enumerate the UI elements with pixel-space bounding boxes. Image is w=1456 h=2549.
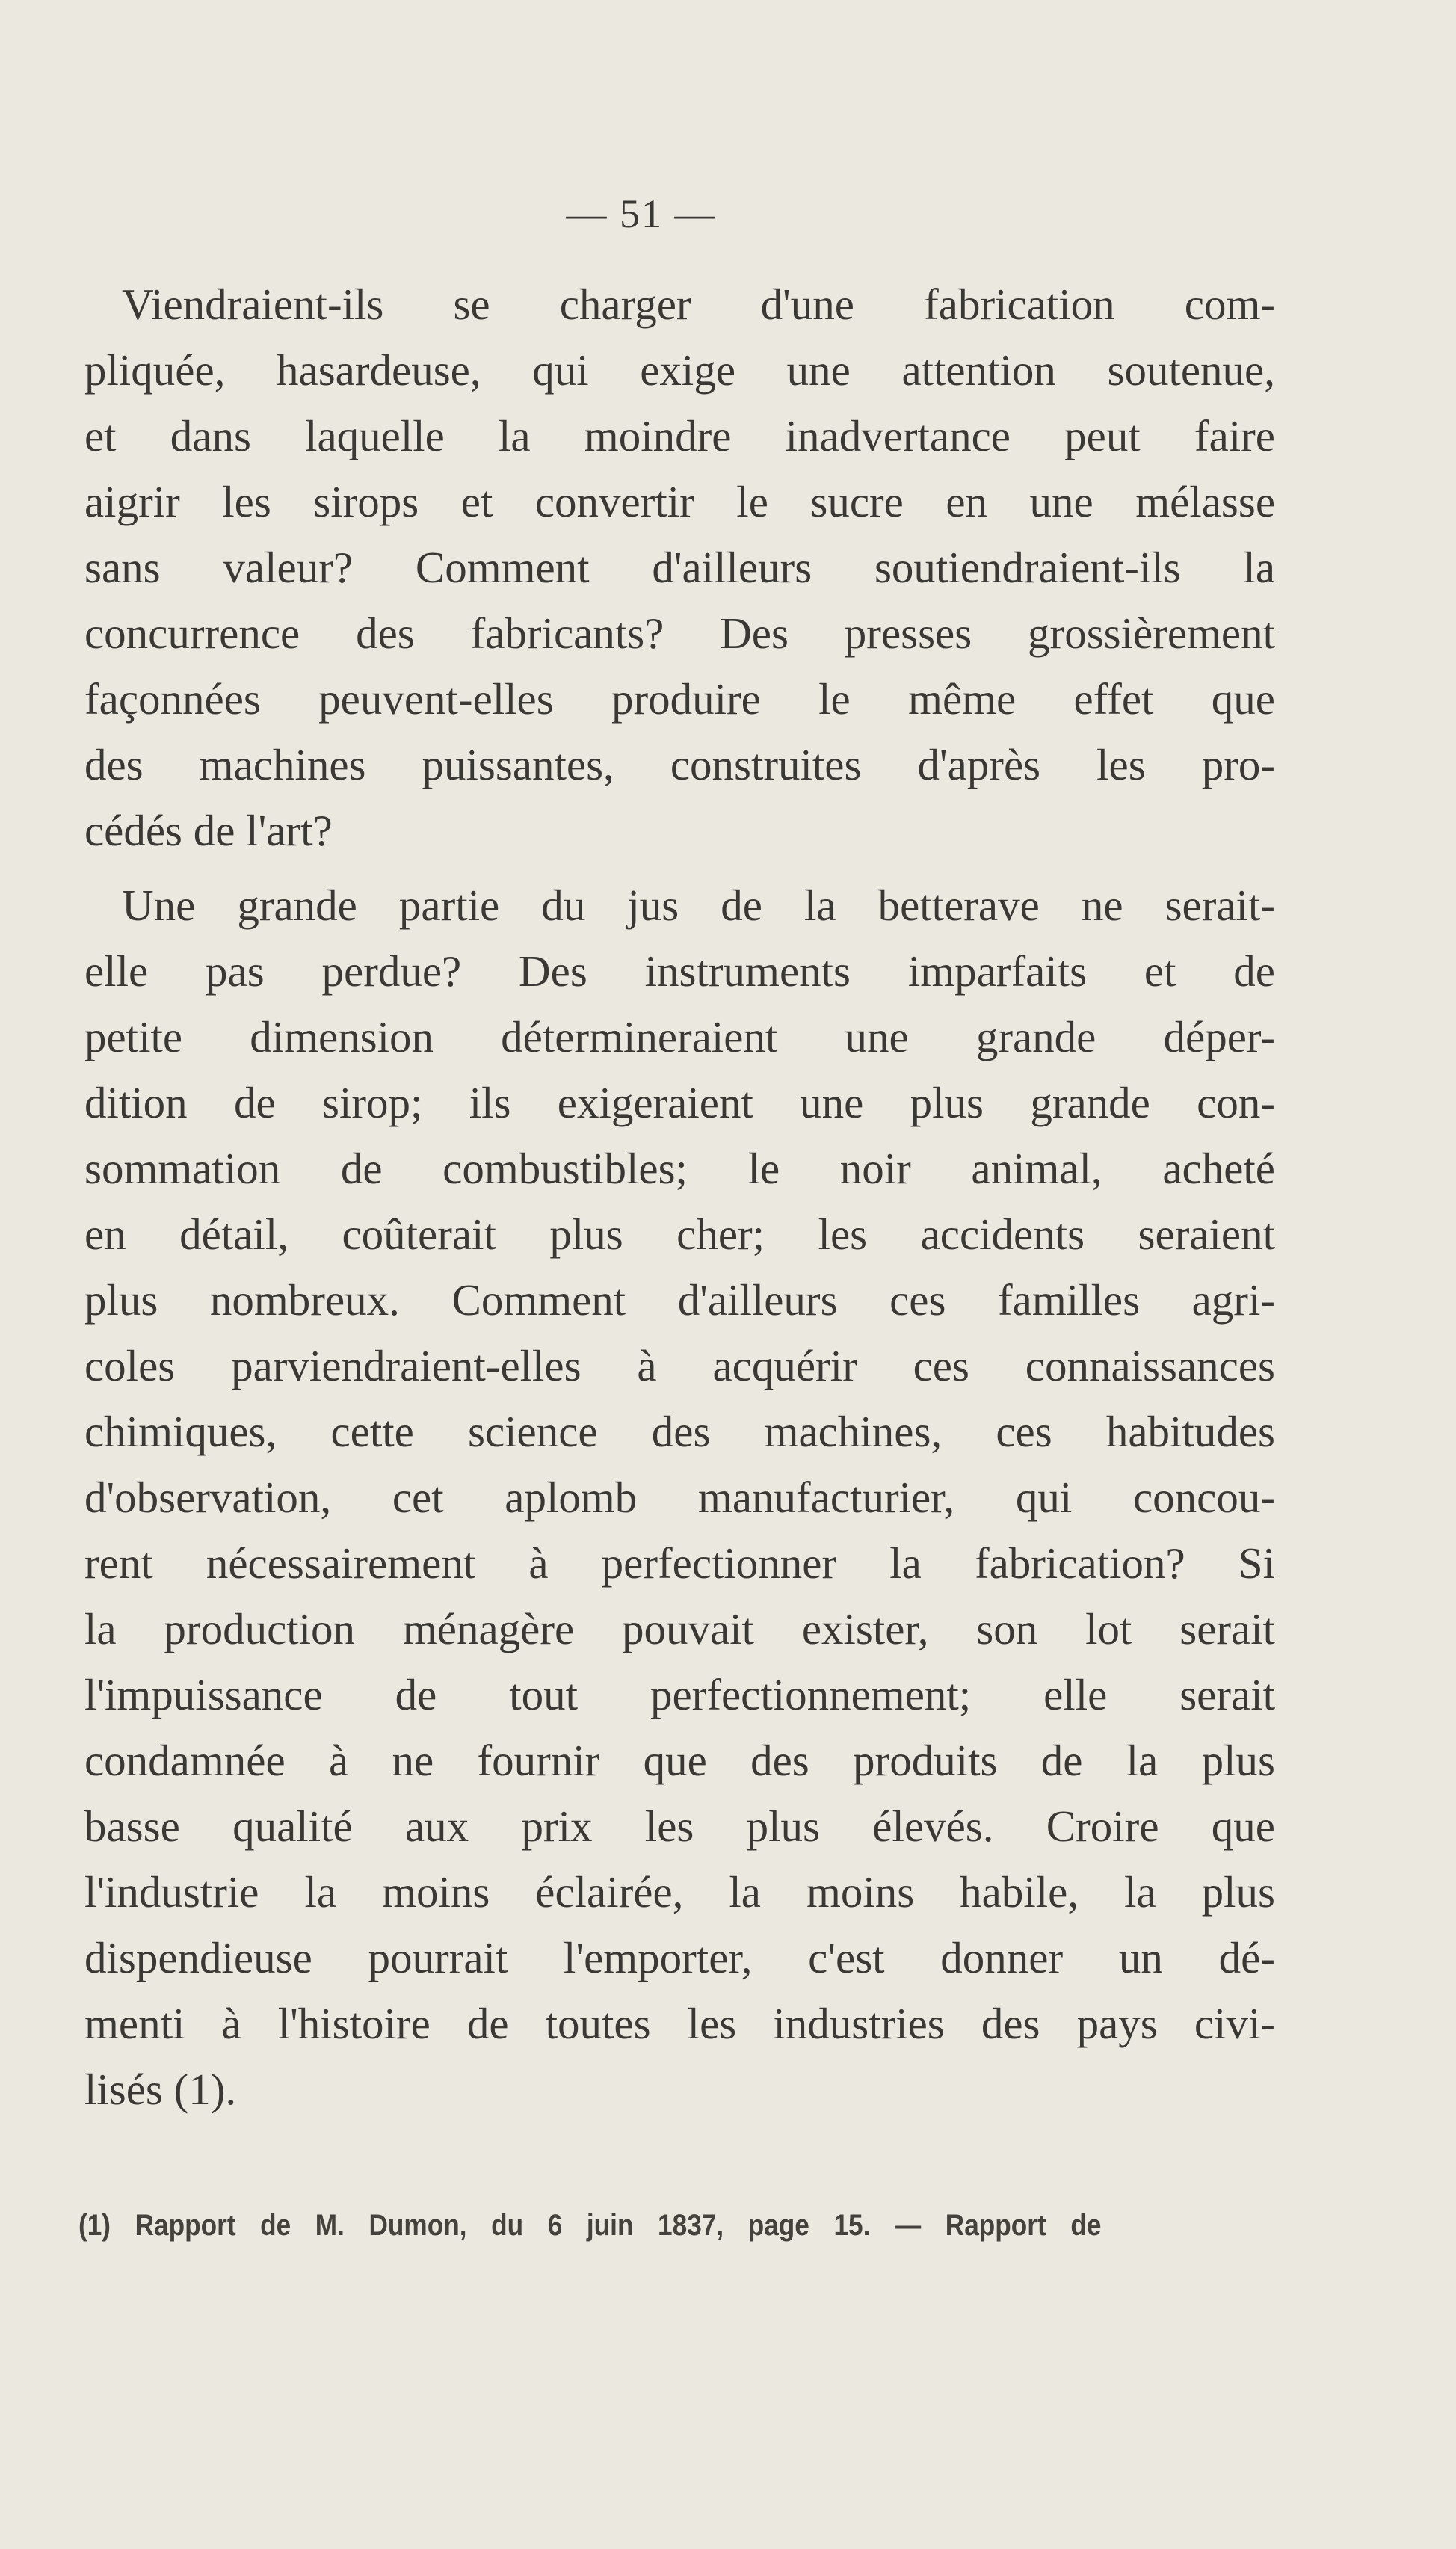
text-line: Viendraient-ils se charger d'une fabrication com- [122,280,1275,329]
text-line: concurrence des fabricants? Des presses grossièrement [84,608,1275,658]
text-line: sans valeur? Comment d'ailleurs soutiendraient-ils la [84,543,1275,592]
text-line: basse qualité aux prix les plus élevés. Croire que [84,1801,1275,1851]
text-line: sommation de combustibles; le noir animal, acheté [84,1144,1275,1193]
text-line: chimiques, cette science des machines, ces habitudes [84,1407,1275,1456]
text-line: dition de sirop; ils exigeraient une plus grande con- [84,1078,1275,1127]
page-number: — 51 — [566,191,717,236]
text-line: la production ménagère pouvait exister, son lot serait [84,1604,1275,1653]
text-line: elle pas perdue? Des instruments imparfaits et de [84,946,1275,996]
text-line: Une grande partie du jus de la betterave ne serait- [122,881,1275,930]
text-line: petite dimension détermineraient une grande déper- [84,1012,1275,1061]
text-line: coles parviendraient-elles à acquérir ces connaissances [84,1341,1275,1390]
text-line: lisés (1). [84,2065,237,2114]
text-line: l'industrie la moins éclairée, la moins habile, la plus [84,1867,1275,1917]
text-line: cédés de l'art? [84,806,333,855]
paragraph-2 [84,872,1275,2122]
paragraph-1 [84,271,1275,863]
text-line: rent nécessairement à perfectionner la fabrication? Si [84,1538,1275,1588]
text-line: et dans laquelle la moindre inadvertance peut faire [84,411,1275,460]
text-line: plus nombreux. Comment d'ailleurs ces familles agri- [84,1275,1275,1325]
text-line: aigrir les sirops et convertir le sucre en une mélasse [84,477,1275,526]
text-line: l'impuissance de tout perfectionnement; elle serait [84,1670,1275,1719]
text-line: des machines puissantes, construites d'après les pro- [84,740,1275,789]
text-line: menti à l'histoire de toutes les industries des pays civi- [84,1999,1275,2048]
footnote: (1) Rapport de M. Dumon, du 6 juin 1837, page 15. — Rapport de [78,2209,1102,2242]
text-line: d'observation, cet aplomb manufacturier, qui concou- [84,1473,1275,1522]
text-line: pliquée, hasardeuse, qui exige une attention soutenue, [84,345,1275,395]
body-text [84,271,1275,2122]
text-line: façonnées peuvent-elles produire le même effet que [84,674,1275,724]
text-line: dispendieuse pourrait l'emporter, c'est donner un dé- [84,1933,1275,1982]
text-line: en détail, coûterait plus cher; les accidents seraient [84,1209,1275,1259]
text-line: condamnée à ne fournir que des produits de la plus [84,1736,1275,1785]
